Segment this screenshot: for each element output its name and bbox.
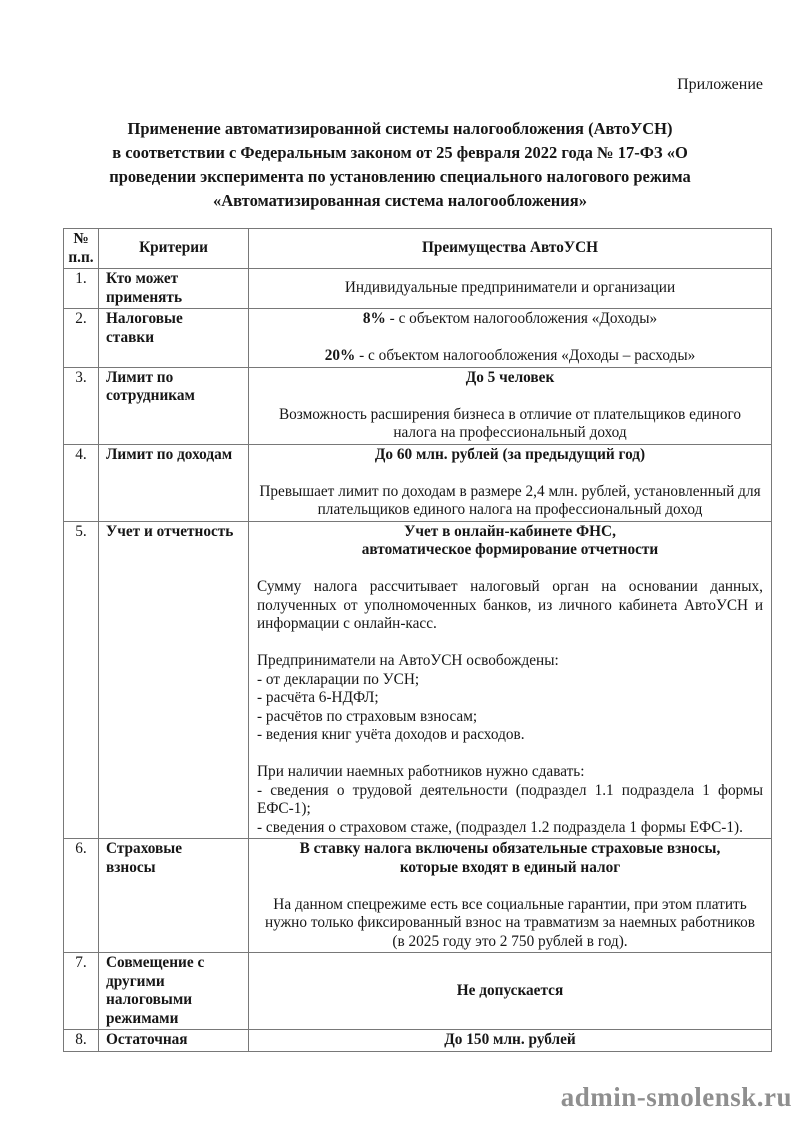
criteria-cell <box>99 521 249 839</box>
spacer <box>257 634 763 653</box>
header-num: № п.п. <box>64 229 99 269</box>
criteria-line: взносы <box>106 858 156 876</box>
row-number: 7. <box>64 953 99 1030</box>
advantage-headline: Учет в онлайн-кабинете ФНС, <box>404 522 616 540</box>
table-row <box>64 269 772 309</box>
table-row <box>64 367 772 444</box>
staff-report-item: - сведения о трудовой деятельности (подраздел 1.1 подраздела 1 формы ЕФС-1); <box>257 781 763 817</box>
advantages-cell <box>249 269 772 309</box>
advantage-headline: автоматическое формирование отчетности <box>361 541 659 558</box>
criteria-line: Учет и отчетность <box>106 522 234 540</box>
advantage-text: Индивидуальные предприниматели и организации <box>344 279 676 297</box>
advantage-note: Возможность расширения бизнеса в отличие от плательщиков единого налога на профессиональный доход <box>278 405 742 441</box>
advantage-headline: В ставку налога включены обязательные страховые взносы, <box>299 840 721 857</box>
row-number: 3. <box>64 367 99 444</box>
advantages-cell <box>249 444 772 521</box>
advantage-note: Превышает лимит по доходам в размере 2,4 млн. рублей, установленный для плательщиков единого налога на профессиональный доход <box>259 482 761 518</box>
exemption-item: - расчёта 6-НДФЛ; <box>257 689 379 706</box>
advantage-note: (в 2025 году это 2 750 рублей в год). <box>392 932 628 950</box>
criteria-line: Налоговые <box>106 310 183 327</box>
spacer <box>257 329 763 348</box>
table-row <box>64 839 772 953</box>
comparison-table <box>63 228 772 1052</box>
title-line: «Автоматизированная система налогообложения» <box>213 191 587 210</box>
criteria-cell <box>99 367 249 444</box>
advantages-cell <box>249 521 772 839</box>
row-number: 6. <box>64 839 99 953</box>
criteria-line: режимами <box>106 1009 179 1027</box>
row-number: 4. <box>64 444 99 521</box>
advantages-cell <box>249 839 772 953</box>
criteria-line: Лимит по <box>106 368 174 386</box>
criteria-line: сотрудникам <box>106 387 195 404</box>
table-row <box>64 521 772 839</box>
title-line: проведении эксперимента по установлению специального налогового режима <box>109 167 691 186</box>
advantage-text: Не допускается <box>456 981 564 999</box>
appendix-label: Приложение <box>677 76 763 93</box>
advantage-note: На данном спецрежиме есть все социальные гарантии, при этом платить нужно только фиксированный взнос на травматизм за наемных работников <box>264 895 756 931</box>
criteria-cell <box>99 839 249 953</box>
header-criteria: Критерии <box>99 229 249 269</box>
criteria-cell <box>99 269 249 309</box>
spacer <box>257 745 763 764</box>
advantage-headline: которые входят в единый налог <box>399 858 621 876</box>
spacer <box>257 464 763 483</box>
criteria-line: применять <box>106 288 183 306</box>
row-number: 1. <box>64 269 99 309</box>
title-line: в соответствии с Федеральным законом от 25 февраля 2022 года № 17-ФЗ «О <box>112 143 688 162</box>
advantage-text: До 150 млн. рублей <box>444 1031 576 1048</box>
exemption-item: - расчётов по страховым взносам; <box>257 707 478 725</box>
exemption-item: - от декларации по УСН; <box>257 670 420 688</box>
advantage-headline: До 5 человек <box>465 368 555 386</box>
document-title <box>40 117 760 213</box>
advantages-cell <box>249 1030 772 1052</box>
tax-rate-line <box>257 310 763 329</box>
criteria-line: Страховые <box>106 840 183 857</box>
criteria-line: налоговыми <box>106 991 193 1008</box>
tax-rate-line <box>257 347 763 366</box>
criteria-line: Кто может <box>106 270 179 287</box>
criteria-line: Остаточная <box>106 1031 188 1048</box>
criteria-cell <box>99 1030 249 1052</box>
tax-rate-text: - с объектом налогообложения «Доходы – расходы» <box>355 347 696 364</box>
spacer <box>257 877 763 896</box>
title-line: Применение автоматизированной системы налогообложения (АвтоУСН) <box>127 119 673 138</box>
table-row <box>64 444 772 521</box>
exemption-item: - ведения книг учёта доходов и расходов. <box>257 726 525 743</box>
tax-rate-value: 8% <box>362 310 386 327</box>
spacer <box>257 560 763 579</box>
tax-rate-value: 20% <box>324 347 356 364</box>
row-number: 5. <box>64 521 99 839</box>
criteria-cell <box>99 444 249 521</box>
table-header-row <box>64 229 772 269</box>
criteria-cell <box>99 953 249 1030</box>
row-number: 2. <box>64 309 99 368</box>
advantage-paragraph: Сумму налога рассчитывает налоговый орган на основании данных, полученных от уполномоченных банков, из личного кабинета АвтоУСН и информации с онлайн-касс. <box>257 578 763 632</box>
staff-report-intro: При наличии наемных работников нужно сдавать: <box>257 763 585 780</box>
advantages-cell <box>249 309 772 368</box>
criteria-line: Совмещение с <box>106 954 205 971</box>
table-row <box>64 1030 772 1052</box>
exemption-intro: Предприниматели на АвтоУСН освобождены: <box>257 652 559 669</box>
staff-report-item: - сведения о страховом стаже, (подраздел 1.2 подраздела 1 формы ЕФС-1). <box>257 818 743 836</box>
criteria-line: ставки <box>106 328 155 346</box>
criteria-cell <box>99 309 249 368</box>
advantages-cell <box>249 953 772 1030</box>
tax-rate-text: - с объектом налогообложения «Доходы» <box>385 310 658 327</box>
watermark: admin-smolensk.ru <box>560 1082 792 1112</box>
criteria-line: другими <box>106 972 165 990</box>
advantages-cell <box>249 367 772 444</box>
table-row <box>64 309 772 368</box>
table-row <box>64 953 772 1030</box>
advantage-headline: До 60 млн. рублей (за предыдущий год) <box>374 445 646 463</box>
criteria-line: Лимит по доходам <box>106 445 233 463</box>
header-advantages: Преимущества АвтоУСН <box>249 229 772 269</box>
row-number: 8. <box>64 1030 99 1052</box>
spacer <box>257 387 763 406</box>
